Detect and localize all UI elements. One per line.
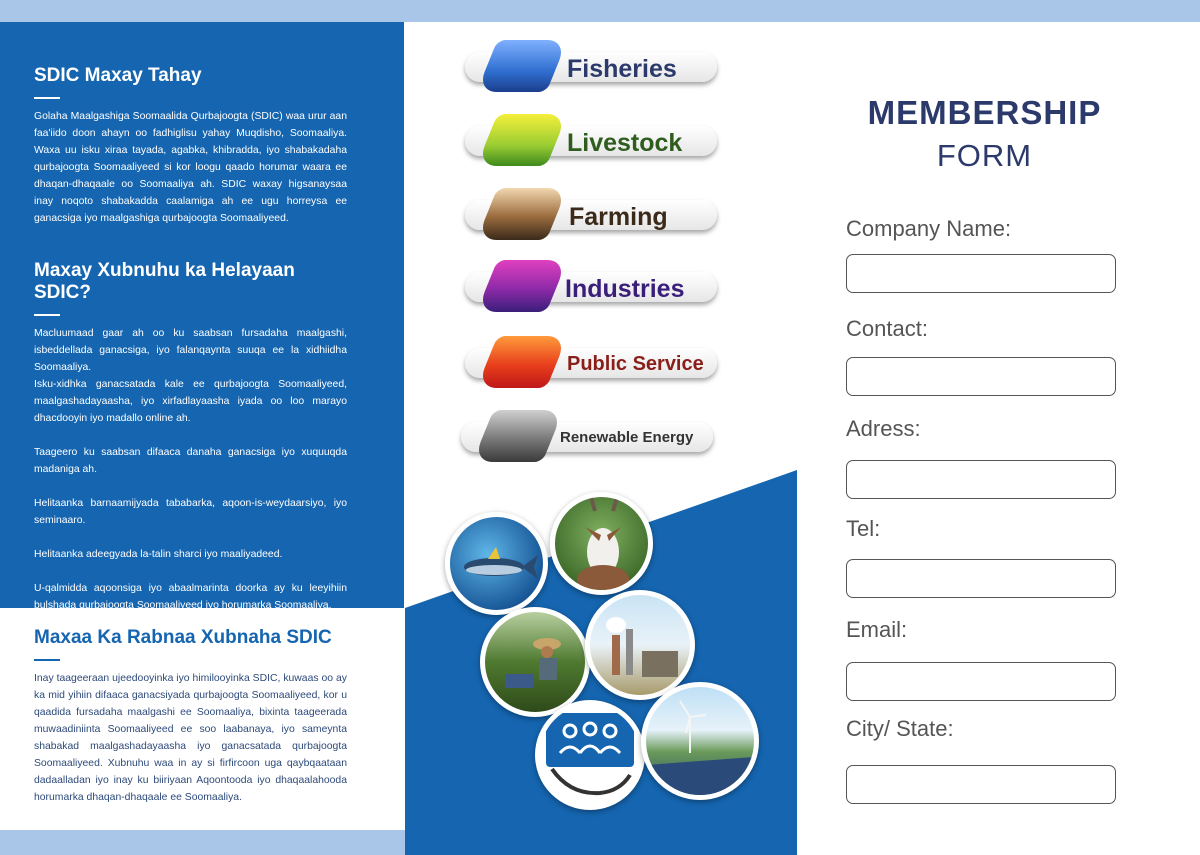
- sector-label: Fisheries: [567, 55, 677, 83]
- contact-label: Contact:: [846, 316, 928, 341]
- section-title: SDIC Maxay Tahay: [34, 65, 202, 86]
- swoosh-icon: [476, 114, 567, 166]
- factory-photo: [585, 590, 695, 700]
- section-title: Maxaa Ka Rabnaa Xubnaha SDIC: [34, 627, 332, 648]
- benefit-text: U-qalmidda aqoonsiga iyo abaalmarinta doorka ay ku leeyihiin bulshada qurbajoogta Soomaaliyeed iyo horumarka Soomaaliya.: [34, 583, 347, 611]
- swoosh-icon: [476, 188, 567, 240]
- city-state-field[interactable]: [846, 765, 1116, 804]
- email-field[interactable]: [846, 662, 1116, 701]
- sector-label: Farming: [569, 203, 668, 231]
- sector-label: Industries: [565, 275, 685, 303]
- section-member-expectations: [34, 627, 347, 806]
- sector-pill-public-service: [465, 340, 717, 384]
- address-field[interactable]: [846, 460, 1116, 499]
- benefit-text: Taageero ku saabsan difaaca danaha ganacsiga iyo xuquuqda madaniga ah.: [34, 447, 347, 475]
- tuna-fish-icon: [450, 517, 543, 610]
- benefit-text: Isku-xidhka ganacsatada kale ee qurbajoogta Soomaaliyeed, maalgashadayaasha, iyo xirfadlayaasha iyada oo loo marayo dhacdooyin iyo madallo online ah.: [34, 379, 347, 424]
- section-title: Maxay Xubnuhu ka Helayaan SDIC?: [34, 260, 295, 303]
- sectors-panel: [405, 22, 797, 855]
- section-body: Inay taageeraan ujeedooyinka iyo himilooyinka SDIC, kuwaas oo ay ka mid yihiin difaaca ganacsiyada qurbajoogta Soomaaliyeed, kor u qaadida fursadaha maalgashi ee Soomaaliya, bixinta taageerada muwaadiniinta Soomaaliyeed ee soo laabanaya, iyo sameynta shabakad maalgashadayaasha iyo ganacsatada qurbajoogta Soomaaliyeed. Xubnuhu waa in ay si firfircoon uga qaybqaataan dadaalladan iyo inay ku biiriyaan Aqoontooda iyo dhaqaalahooda horumarka dhaqan-dhaqaale ee Soomaaliya.: [34, 673, 347, 803]
- bottom-band: [0, 830, 405, 855]
- top-band: [0, 0, 1200, 22]
- company-name-field[interactable]: [846, 254, 1116, 293]
- benefit-text: Helitaanka adeegyada la-talin sharci iyo maaliyadeed.: [34, 549, 283, 560]
- section-member-benefits: [34, 260, 347, 614]
- membership-form-panel: [797, 22, 1200, 855]
- form-title: MEMBERSHIP: [867, 94, 1102, 131]
- fish-photo: [445, 512, 548, 615]
- farmer-icon: [485, 612, 585, 712]
- swoosh-icon: [476, 260, 567, 312]
- title-underline: [34, 314, 60, 316]
- city-state-label: City/ State:: [846, 716, 954, 741]
- form-subtitle: FORM: [936, 138, 1033, 173]
- swoosh-icon: [472, 410, 563, 462]
- factory-icon: [590, 595, 690, 695]
- sector-pill-livestock: [465, 118, 717, 162]
- sector-pill-farming: [465, 192, 717, 236]
- company-name-label: Company Name:: [846, 216, 1012, 241]
- section-body: Golaha Maalgashiga Soomaalida Qurbajoogta (SDIC) waa urur aan faa'iido doon ahayn oo fadhiglisu yahay Muqdisho, Soomaaliya. Waxa uu isku xiraa tayada, agabka, khibradda, iyo shabakadaha qurbajoogta Soomaaliyeed si kor loogu qaado horumar waara ee dhaqan-dhaqaale oo Soomaaliya ah. SDIC waxay higsanaysaa inay noqoto shabakadda caalamiga ah ee ugu horreysa ee ganacsiga iyo maalgashiga qurbajoogta Soomaaliyeed.: [34, 111, 347, 224]
- farmer-photo: [480, 607, 590, 717]
- title-underline: [34, 97, 60, 99]
- wind-turbine-icon: [646, 687, 754, 795]
- wind-solar-photo: [641, 682, 759, 800]
- benefit-text: Macluumaad gaar ah oo ku saabsan fursadaha maalgashi, isbeddellada ganacsiga, iyo falanqaynta suuqa ee la xidhiidha Soomaaliya.: [34, 328, 347, 373]
- goat-photo: [550, 492, 653, 595]
- goat-icon: [555, 497, 648, 590]
- title-underline: [34, 659, 60, 661]
- sector-label: Public Service: [567, 353, 704, 375]
- sector-label: Renewable Energy: [560, 429, 694, 446]
- sector-pill-industries: [465, 264, 717, 308]
- address-label: Adress:: [846, 416, 921, 441]
- tel-label: Tel:: [846, 516, 881, 541]
- sector-pill-renewable-energy: [461, 414, 713, 458]
- sector-label: Livestock: [567, 129, 683, 157]
- swoosh-icon: [476, 336, 567, 388]
- hands-people-icon: [540, 705, 640, 805]
- section-what-is-sdic: [34, 65, 347, 227]
- swoosh-icon: [476, 40, 567, 92]
- contact-field[interactable]: [846, 357, 1116, 396]
- benefit-text: Helitaanka barnaamijyada tababarka, aqoon-is-weydaarsiyo, iyo seminaaro.: [34, 498, 347, 526]
- sector-pill-fisheries: [465, 44, 717, 88]
- email-label: Email:: [846, 617, 908, 642]
- community-icon: [535, 700, 645, 810]
- tel-field[interactable]: [846, 559, 1116, 598]
